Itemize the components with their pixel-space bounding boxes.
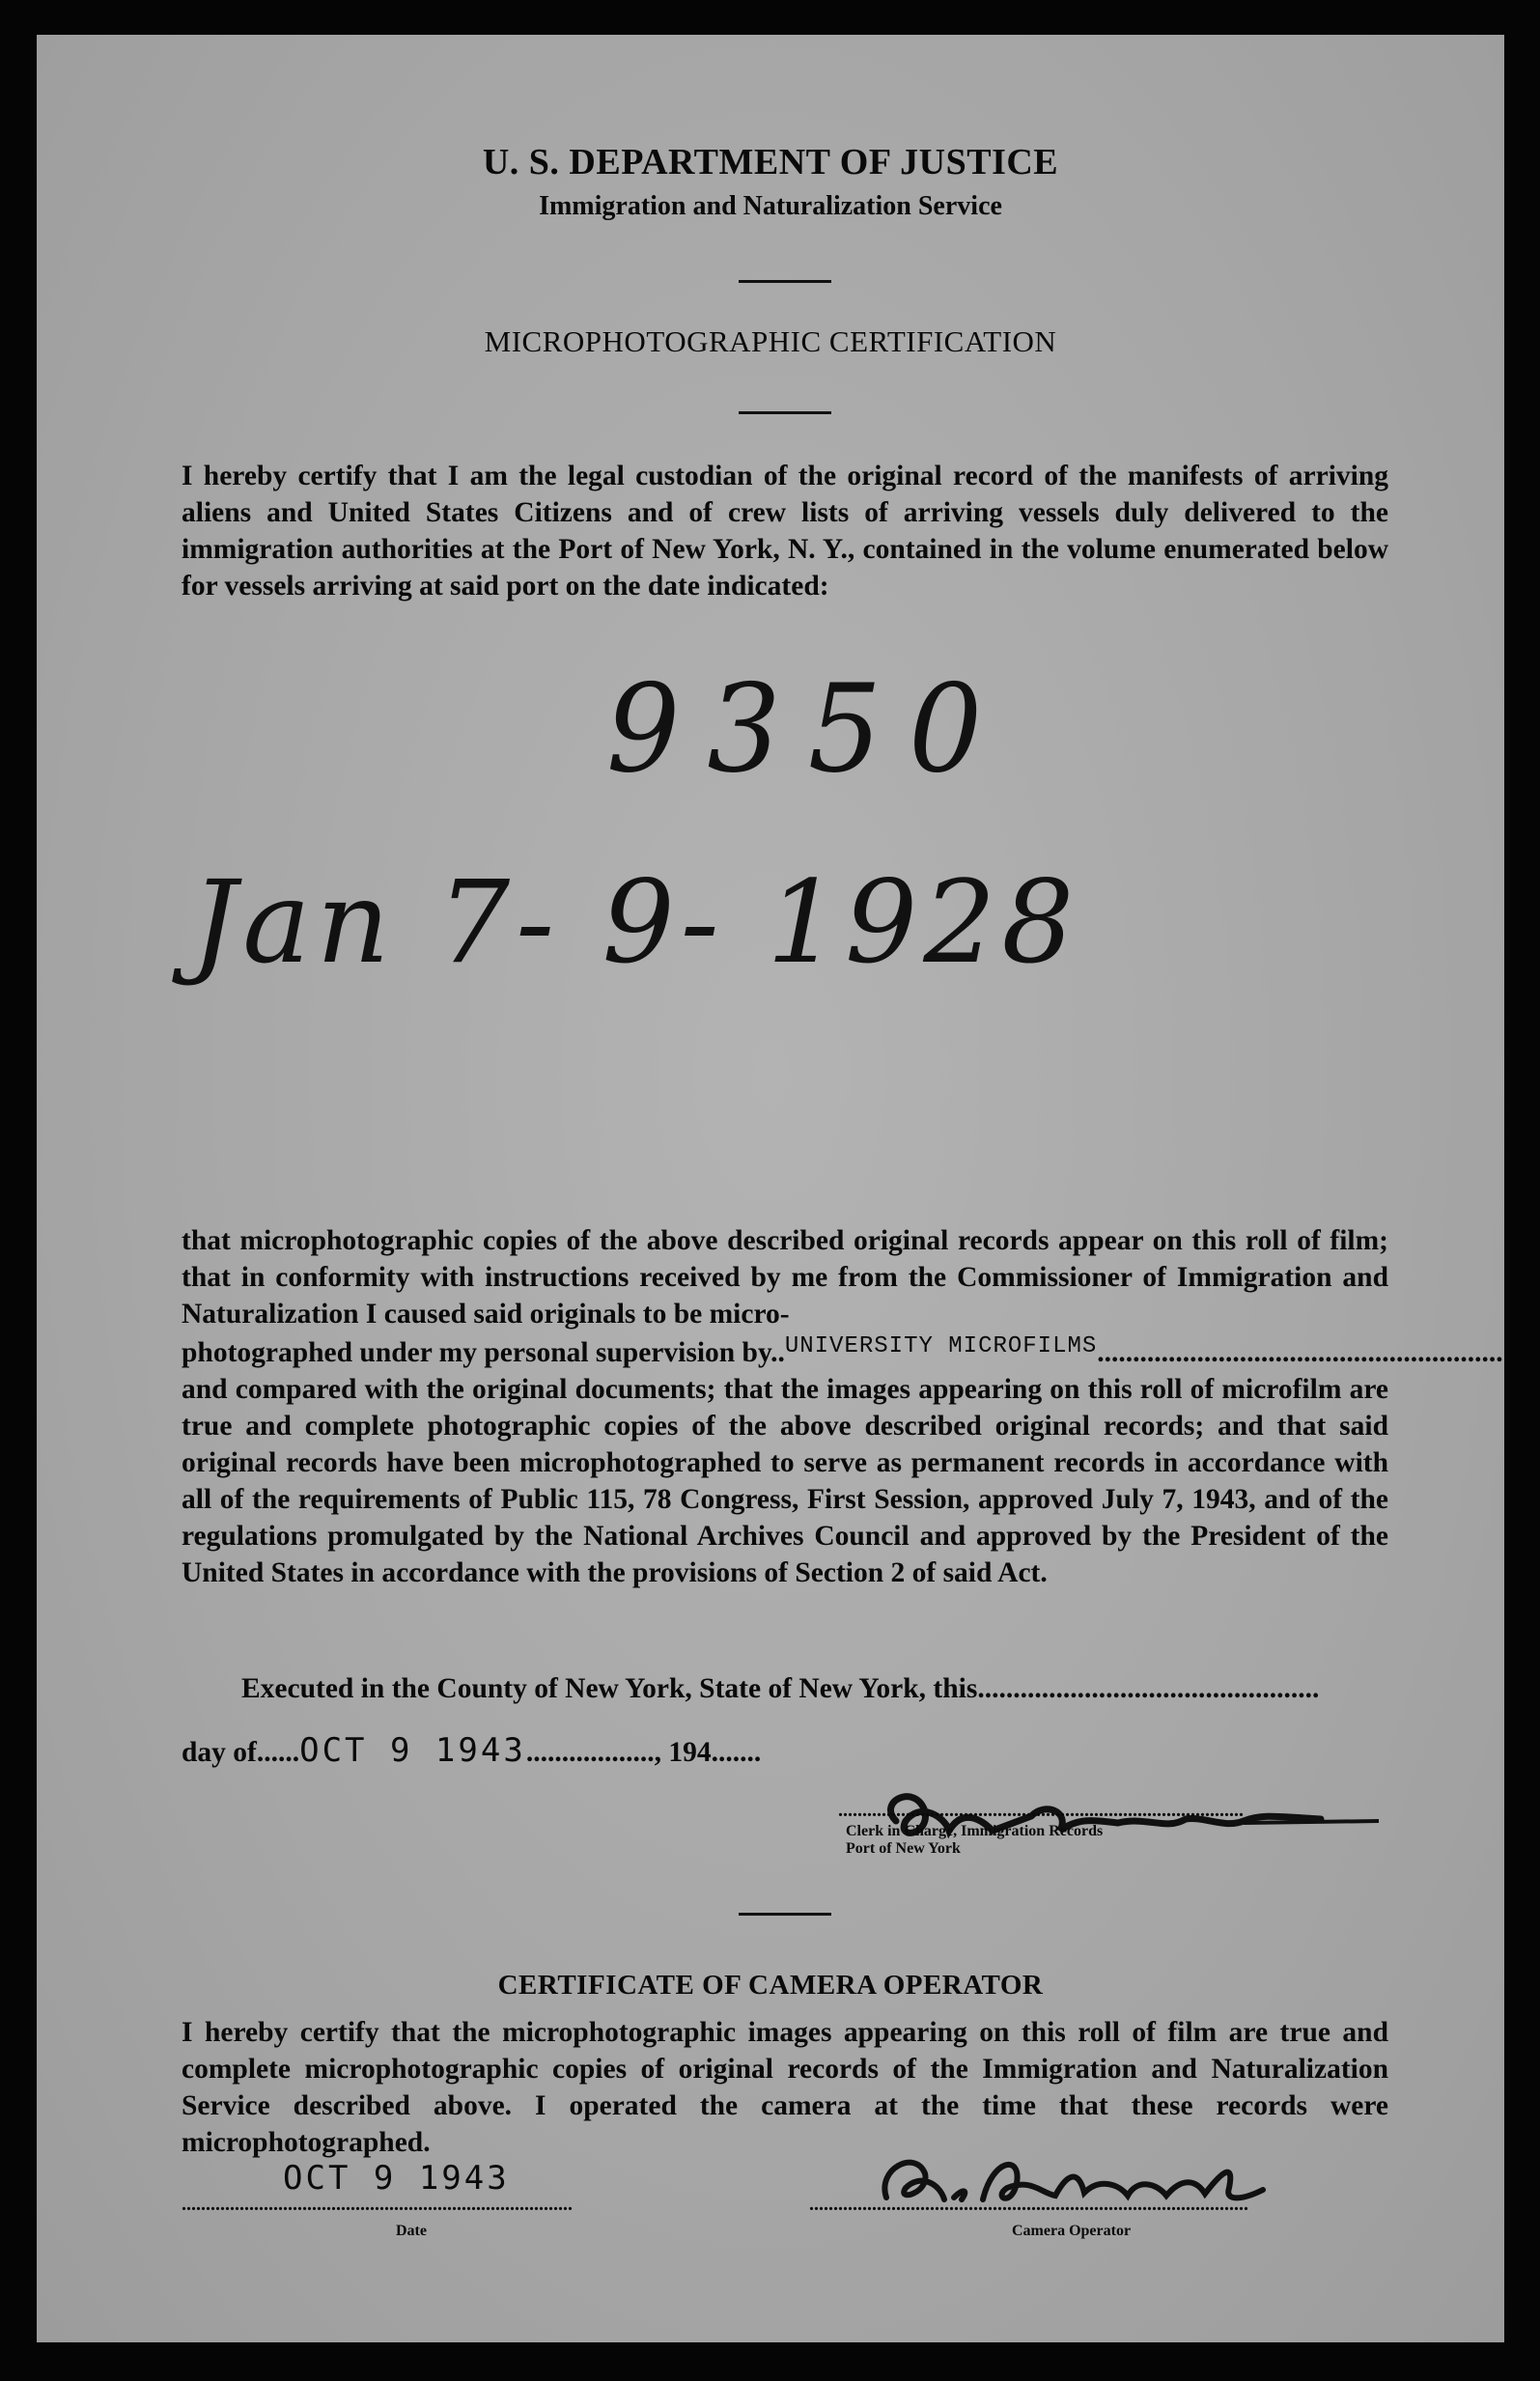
executed-text: Executed in the County of New York, State of New York, this bbox=[241, 1673, 978, 1704]
date-label: Date bbox=[396, 2223, 427, 2239]
camera-operator-label: Camera Operator bbox=[1012, 2223, 1132, 2239]
clerk-title: Clerk in Charge, Immigration Records bbox=[846, 1823, 1104, 1839]
divider-rule bbox=[739, 280, 831, 283]
clerk-signature-line: .................................................................................... bbox=[838, 1800, 1244, 1821]
day-of-label: day of bbox=[182, 1737, 257, 1768]
executed-date-stamp: OCT 9 1943 bbox=[299, 1731, 526, 1770]
operator-signature-line: ........................................................................................... bbox=[809, 2194, 1248, 2215]
handwritten-dates: Jan 7- 9- 1928 bbox=[191, 855, 1080, 989]
custodian-statement: I hereby certify that I am the legal custodian of the original record of the manifests of arriving aliens and United States Citizens and of crew lists of arriving vessels duly delivered to the immigration authorities at the Port of New York, N. Y., contained in the volume enumerated below for vessels arriving at said port on the date indicated: bbox=[182, 461, 1388, 602]
handwritten-volume-number: 9350 bbox=[606, 658, 1010, 800]
copies-statement-part1: that microphotographic copies of the above described original records appear on this roll of film; that in conformity with instructions received by me from the Commissioner of Immigration and Naturalization I caused said originals to be micro- bbox=[182, 1225, 1388, 1330]
camera-certificate-title: CERTIFICATE OF CAMERA OPERATOR bbox=[497, 1970, 1044, 2001]
camera-statement: I hereby certify that the microphotographic images appearing on this roll of film are true and complete microphotographic copies of original records of the Immigration and Naturalization Service described above. I operated the camera at the time that these records were microphotographed. bbox=[182, 2017, 1388, 2158]
supervision-prefix: photographed under my personal supervision by bbox=[182, 1337, 771, 1368]
copies-statement-part2: and compared with the original documents; that the images appearing on this roll of microfilm are true and complete photographic copies of the above described original records; and that said original records have been microphotographed to serve as permanent records in accordance with all of the requirements of Public 115, 78 Congress, First Session, approved July 7, 1943, and of the regulations promulgated by the National Archives Council and approved by the President of the United States in accordance with the provisions of Section 2 of said Act. bbox=[182, 1374, 1388, 1588]
department-heading: U. S. DEPARTMENT OF JUSTICE bbox=[482, 142, 1059, 182]
clerk-location: Port of New York bbox=[846, 1840, 961, 1857]
divider-rule bbox=[739, 1913, 831, 1916]
executed-line: Executed in the County of New York, State of New York, this................................................ bbox=[241, 1673, 1320, 1704]
certificate-sheet bbox=[37, 35, 1504, 2342]
divider-rule bbox=[739, 411, 831, 414]
camera-date-stamp: OCT 9 1943 bbox=[283, 2159, 510, 2198]
service-subheading: Immigration and Naturalization Service bbox=[539, 191, 1002, 221]
date-line: ................................................................................. bbox=[182, 2194, 573, 2215]
supervision-fill: UNIVERSITY MICROFILMS bbox=[784, 1333, 1098, 1359]
certification-title: MICROPHOTOGRAPHIC CERTIFICATION bbox=[484, 324, 1057, 358]
year-prefix: 194 bbox=[668, 1737, 712, 1768]
day-of-line: day of......OCT 9 1943.................., 194....... bbox=[182, 1731, 762, 1770]
supervision-line: photographed under my personal supervision by..$^{UNIVERSITY MICROFILMS}$......................................................... bbox=[182, 1333, 1503, 1368]
